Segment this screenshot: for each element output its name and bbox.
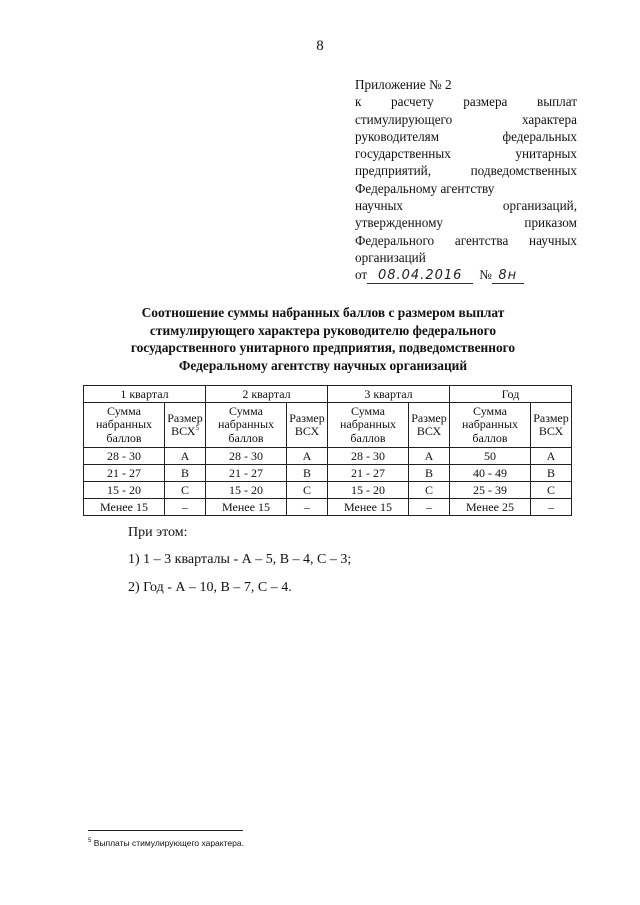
size-header: Размер ВСХ [287,403,328,448]
table-cell: – [165,499,206,516]
table-cell: 25 - 39 [450,482,531,499]
note-item: 2) Год - А – 10, В – 7, С – 4. [128,580,292,595]
table-cell: Менее 15 [328,499,409,516]
number-prefix: № [479,267,492,283]
table-cell: – [531,499,572,516]
table-cell: 50 [450,448,531,465]
table-cell: C [531,482,572,499]
table-row [84,499,572,516]
appendix-line: научных организаций, [355,198,577,214]
table-cell: 21 - 27 [84,465,165,482]
appendix-line: Федеральному агентству [355,180,495,196]
sum-header: Сумма набранных баллов [206,403,287,448]
table-cell: A [531,448,572,465]
table-cell: A [409,448,450,465]
size-header: Размер ВСХ$^5$ [165,403,206,448]
footnote-text: Выплаты стимулирующего характера. [93,838,244,848]
period-header-row [84,386,572,403]
sum-header: Сумма набранных баллов [450,403,531,448]
period-header: 3 квартал [328,386,450,403]
appendix-line: предприятий, подведомственных [355,163,577,179]
appendix-line: Приложение № 2 [355,77,452,92]
table-cell: B [287,465,328,482]
table-row [84,482,572,499]
sum-header: Сумма набранных баллов [84,403,165,448]
document-title [90,304,556,374]
appendix-block [355,76,577,284]
table-cell: – [409,499,450,516]
table-cell: B [409,465,450,482]
handwritten-date: 08.04.2016 [367,269,473,284]
table-cell: 15 - 20 [328,482,409,499]
table-cell: B [531,465,572,482]
table-cell: C [409,482,450,499]
appendix-line: государственных унитарных [355,146,577,162]
period-header: Год [450,386,572,403]
table-cell: 28 - 30 [328,448,409,465]
table-cell: Менее 15 [206,499,287,516]
table-cell: C [287,482,328,499]
appendix-line: стимулирующего характера [355,111,577,127]
title-line: Соотношение суммы набранных баллов с размером выплат [141,305,505,320]
period-header: 1 квартал [84,386,206,403]
period-header: 2 квартал [206,386,328,403]
table-row [84,465,572,482]
table-cell: Менее 25 [450,499,531,516]
table-cell: A [165,448,206,465]
appendix-line: утвержденному приказом [355,215,577,231]
appendix-line: Федерального агентства научных [355,232,577,248]
page-number: 8 [316,38,324,54]
footnote [88,838,244,848]
order-date-line [355,266,577,283]
appendix-line: организаций [355,249,426,265]
handwritten-number: 8н [492,269,524,284]
appendix-line: к расчету размера выплат [355,94,577,110]
table-cell: – [287,499,328,516]
table-cell: C [165,482,206,499]
scores-table [83,385,572,516]
title-line: государственного унитарного предприятия, подведомственного [130,340,516,355]
table-cell: A [287,448,328,465]
table-cell: B [165,465,206,482]
notes-heading: При этом: [128,525,188,540]
title-line: стимулирующего характера руководителю федерального [149,322,497,338]
table-cell: 15 - 20 [84,482,165,499]
table-row [84,448,572,465]
appendix-line: руководителям федеральных [355,128,577,144]
size-header: Размер ВСХ [409,403,450,448]
footnote-mark: 5 [88,838,92,845]
date-prefix: от [355,267,368,283]
footnote-divider [88,830,243,831]
footnote-ref: 5 [195,424,199,432]
table-cell: 15 - 20 [206,482,287,499]
column-header-row [84,403,572,448]
table-cell: 21 - 27 [328,465,409,482]
table-cell: 28 - 30 [206,448,287,465]
table-cell: 40 - 49 [450,465,531,482]
size-header: Размер ВСХ [531,403,572,448]
table-cell: Менее 15 [84,499,165,516]
table-cell: 28 - 30 [84,448,165,465]
title-line: Федеральному агентству научных организаций [178,357,468,373]
sum-header: Сумма набранных баллов [328,403,409,448]
note-item: 1) 1 – 3 кварталы - А – 5, В – 4, С – 3; [128,552,352,567]
table-cell: 21 - 27 [206,465,287,482]
